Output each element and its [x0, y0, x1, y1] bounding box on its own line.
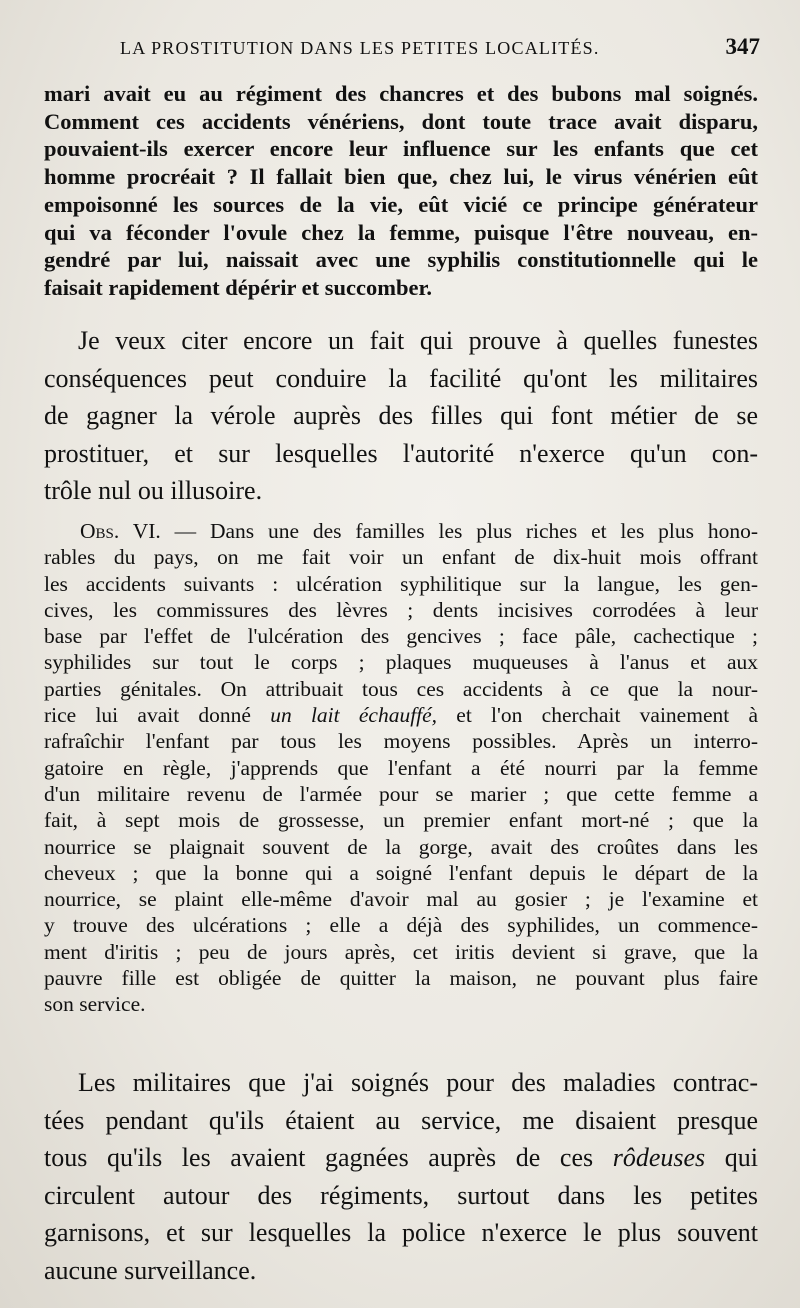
text-line: syphilides sur tout le corps ; plaques muqueuses à l'anus et aux: [44, 650, 758, 675]
text-line: empoisonné les sources de la vie, eût vicié ce principe générateur: [44, 191, 758, 217]
text-line: [44, 1139, 758, 1177]
text-line: cives, les commissures des lèvres ; dents incisives corrodées à leur: [44, 597, 758, 622]
text-line: gendré par lui, naissait avec une syphilis constitutionnelle qui le: [44, 247, 758, 273]
text-line: conséquences peut conduire la facilité qu'ont les militaires: [44, 363, 758, 393]
text-line: rables du pays, on me fait voir un enfant de dix-huit mois offrant: [44, 545, 758, 570]
text-line: parties génitales. On attribuait tous ces accidents à ce que la nour-: [44, 676, 758, 701]
page-header: [120, 34, 760, 64]
text-line: mari avait eu au régiment des chancres et des bubons mal soignés.: [44, 81, 758, 106]
text-line: Comment ces accidents vénériens, dont toute trace avait disparu,: [44, 108, 758, 134]
text-line: garnisons, et sur lesquelles la police n'exerce le plus souvent: [44, 1218, 758, 1248]
text-line: nourrice, se plaint elle-même d'avoir mal au gosier ; je l'examine et: [44, 887, 758, 912]
text-line: faisait rapidement dépérir et succomber.: [44, 274, 433, 300]
observation-vi: [44, 518, 758, 1018]
text-line: [44, 518, 758, 544]
text-line: circulent autour des régiments, surtout dans les petites: [44, 1180, 758, 1210]
running-title: LA PROSTITUTION DANS LES PETITES LOCALITÉS.: [120, 38, 600, 58]
text-line: de gagner la vérole auprès des filles qui font métier de se: [44, 401, 758, 430]
text-line: pouvaient-ils exercer encore leur influence sur les enfants que cet: [44, 136, 758, 162]
text-line: son service.: [44, 992, 146, 1017]
text-line: base par l'effet de l'ulcération des gencives ; face pâle, cachectique ;: [44, 624, 758, 649]
text-line-content: Dans une des familles les plus riches et les plus hono-: [209, 519, 758, 543]
text-line: cheveux ; que la bonne qui a soigné l'enfant depuis le départ de la: [44, 860, 758, 885]
text-line: aucune surveillance.: [44, 1255, 257, 1285]
observation-dash: —: [160, 519, 210, 543]
text-segment: qui: [705, 1143, 759, 1173]
text-line: nourrice se plaignait souvent de la gorge, avait des croûtes dans les: [44, 834, 758, 859]
text-segment: rice lui avait donné: [44, 703, 271, 728]
text-line: les accidents suivants : ulcération syphilitique sur la langue, les gen-: [44, 571, 758, 596]
paragraph-2: [44, 322, 758, 510]
paragraph-1: [44, 80, 758, 302]
text-line: trôle nul ou illusoire.: [44, 476, 263, 505]
text-line: pauvre fille est obligée de quitter la maison, ne pouvant plus faire: [44, 966, 758, 991]
text-line: tées pendant qu'ils étaient au service, me disaient presque: [44, 1105, 758, 1135]
text-line-content: Les militaires que j'ai soignés pour des maladies contrac-: [78, 1068, 758, 1097]
text-line: [44, 702, 758, 728]
paragraph-4: [44, 1064, 758, 1290]
italic-word: rôdeuses: [612, 1143, 706, 1173]
text-line: homme procréait ? Il fallait bien que, chez lui, le virus vénérien eût: [44, 164, 758, 190]
text-line: [44, 322, 758, 360]
text-segment: tous qu'ils les avaient gagnées auprès de ces: [44, 1143, 613, 1173]
observation-label: Obs. VI.: [80, 519, 161, 543]
text-line-content: Je veux citer encore un fait qui prouve à quelles funestes: [78, 326, 758, 355]
text-line: y trouve des ulcérations ; elle a déjà des syphilides, un commence-: [44, 913, 758, 938]
text-line: ment d'iritis ; peu de jours après, cet iritis devient si grave, que la: [44, 939, 758, 964]
text-line: rafraîchir l'enfant par tous les moyens possibles. Après un interro-: [44, 729, 758, 754]
text-line: qui va féconder l'ovule chez la femme, puisque l'être nouveau, en-: [44, 219, 758, 245]
text-line: fait, à sept mois de grossesse, un premier enfant mort-né ; que la: [44, 808, 758, 833]
page-number: 347: [725, 34, 760, 59]
text-line: d'un militaire revenu de l'armée pour se marier ; que cette femme a: [44, 781, 758, 806]
text-segment: et l'on cherchait vainement à: [437, 703, 758, 728]
text-line: [44, 1064, 758, 1102]
italic-phrase: un lait échauffé,: [270, 703, 438, 728]
text-line: prostituer, et sur lesquelles l'autorité n'exerce qu'un con-: [44, 438, 758, 468]
text-line: gatoire en règle, j'apprends que l'enfant a été nourri par la femme: [44, 755, 758, 780]
